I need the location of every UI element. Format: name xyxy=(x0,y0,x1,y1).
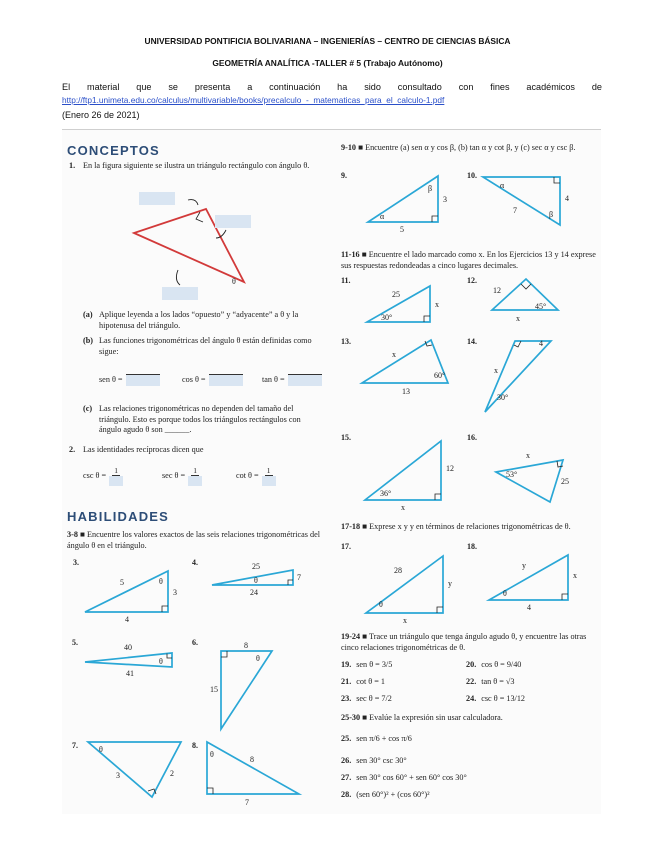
exercise-expr: cos θ = 9/40 xyxy=(481,660,522,669)
exercise-24 xyxy=(466,694,525,703)
problem-number: 18. xyxy=(467,542,477,551)
exercise-expr: sen 30° cos 60° + sen 60° cos 30° xyxy=(356,773,467,782)
side-label: 3 xyxy=(443,195,447,204)
right-angle-mark xyxy=(554,177,560,183)
side-label: x xyxy=(392,350,396,359)
exercise-28 xyxy=(341,790,430,799)
side-label: 3 xyxy=(173,588,177,597)
instr-text: Encuentre el lado marcado como x. En los Ejercicios 13 y 14 exprese sus respuestas redondeadas a cinco lugares decimales. xyxy=(341,250,596,270)
q1-text: En la figura siguiente se ilustra un triángulo rectángulo con ángulo θ. xyxy=(83,161,310,170)
side-label: 40 xyxy=(124,643,132,652)
side-label: x xyxy=(403,616,407,625)
exercise-25 xyxy=(341,734,412,743)
instr-text: Evalúe la expresión sin usar calculadora. xyxy=(369,713,503,722)
angle-label: α xyxy=(500,181,505,190)
instr-num: 25-30 xyxy=(341,713,361,722)
problem-number: 10. xyxy=(467,171,477,180)
side-label: 24 xyxy=(250,588,258,597)
part-b-text: Las funciones trigonométricas del ángulo θ están definidas como sigue: xyxy=(99,336,312,356)
university-heading: UNIVERSIDAD PONTIFICIA BOLIVARIANA – INGENIERÍAS – CENTRO DE CIENCIAS BÁSICA xyxy=(144,36,511,46)
exercise-number: 24. xyxy=(466,694,477,703)
angle-label: β xyxy=(549,210,554,219)
exercise-number: 21. xyxy=(341,677,352,686)
source-link[interactable]: http://ftp1.unimeta.edu.co/calculus/multivariable/books/precalculo_-_matematicas_para_el_calculo-1.pdf xyxy=(62,95,445,105)
exercise-expr: (sen 60°)² + (cos 60°)² xyxy=(356,790,430,799)
problem-number: 4. xyxy=(192,558,198,567)
triangle-16 xyxy=(496,460,563,502)
problem-number: 8. xyxy=(192,741,198,750)
exercise-23 xyxy=(341,694,392,703)
instr-9-10: 9-10 ■ Encuentre (a) sen α y cos β, (b) tan α y cot β, y (c) sec α y csc β. xyxy=(341,143,576,152)
problem-number: 17. xyxy=(341,542,351,551)
problem-number: 16. xyxy=(467,433,477,442)
theta-label: θ xyxy=(159,657,163,666)
side-label: 15 xyxy=(210,685,218,694)
triangle-15 xyxy=(365,441,441,500)
angle-label: 30° xyxy=(381,313,393,322)
exercise-expr: tan θ = √3 xyxy=(481,677,515,686)
tan-label: tan θ = xyxy=(262,374,285,384)
exercise-expr: cot θ = 1 xyxy=(356,677,386,686)
part-b-label: (b) xyxy=(83,336,94,345)
side-label: x xyxy=(401,503,405,512)
problem-number: 15. xyxy=(341,433,351,442)
intro-text: El material que se presenta a continuación ha sido consultado con fines académicos de xyxy=(62,82,602,92)
right-angle-mark xyxy=(424,316,430,322)
side-label: 3 xyxy=(116,771,120,780)
exercise-number: 20. xyxy=(466,660,477,669)
right-angle-mark xyxy=(435,494,441,500)
angle-label: θ xyxy=(379,600,383,609)
side-label: 8 xyxy=(250,755,254,764)
date-text: (Enero 26 de 2021) xyxy=(62,110,140,120)
side-label: 13 xyxy=(402,387,410,396)
theta-label: θ xyxy=(254,576,258,585)
side-label: 4 xyxy=(125,615,129,624)
exercise-number: 26. xyxy=(341,756,352,765)
side-label: x xyxy=(494,366,498,375)
angle-label: 60° xyxy=(434,371,446,380)
side-label: y xyxy=(522,561,526,570)
instr-num: 9-10 xyxy=(341,143,357,152)
right-angle-mark xyxy=(437,607,443,613)
csc-label: csc θ = xyxy=(83,470,107,480)
side-label: 7 xyxy=(245,798,249,807)
side-label: x xyxy=(435,300,439,309)
instr-num: 17-18 xyxy=(341,522,361,531)
sen-label: sen θ = xyxy=(99,374,123,384)
side-label: 25 xyxy=(392,290,400,299)
triangle-17 xyxy=(366,556,443,613)
side-label: 7 xyxy=(297,573,301,582)
exercise-20 xyxy=(466,660,521,669)
habilidades-title: HABILIDADES xyxy=(67,509,170,524)
side-label: 28 xyxy=(394,566,402,575)
instr-num: 19-24 xyxy=(341,632,361,641)
angle-label: 45° xyxy=(535,302,547,311)
q2-number: 2. xyxy=(69,445,76,454)
problem-number: 5. xyxy=(72,638,78,647)
right-angle-mark xyxy=(562,594,568,600)
part-a-text: Aplique leyenda a los lados “opuesto” y “adyacente” a θ y la hipotenusa del triángulo. xyxy=(99,310,299,330)
instr-text: Encuentre (a) sen α y cos β, (b) tan α y cot β, y (c) sec α y csc β. xyxy=(365,143,576,152)
side-label: 41 xyxy=(126,669,134,678)
right-angle-mark xyxy=(432,216,438,222)
problem-number: 7. xyxy=(72,741,78,750)
numerator: 1 xyxy=(114,466,118,475)
exercise-number: 25. xyxy=(341,734,352,743)
side-label: 4 xyxy=(565,194,569,203)
part-c-text: Las relaciones trigonométricas no dependen del tamaño del triángulo. Esto es porque todos los triángulos rectángulos con ángulo agudo θ son ______. xyxy=(99,404,301,434)
angle-label: α xyxy=(380,212,385,221)
side-label: 12 xyxy=(493,286,501,295)
q2-text: Las identidades recíprocas dicen que xyxy=(83,445,204,454)
instr-text: Trace un triángulo que tenga ángulo agudo θ, y encuentre las otras cinco relaciones trigonométricas de θ. xyxy=(341,632,587,652)
side-label: 4 xyxy=(527,603,531,612)
theta-label: θ xyxy=(99,745,103,754)
problem-number: 6. xyxy=(192,638,198,647)
instr-19-24: 19-24 ■ Trace un triángulo que tenga ángulo agudo θ, y encuentre las otras cinco relaciones trigonométricas de θ. xyxy=(341,632,587,652)
side-label: 2 xyxy=(170,769,174,778)
exercise-expr: sen 30° csc 30° xyxy=(356,756,407,765)
angle-label: β xyxy=(428,184,433,193)
instr-num: 3-8 xyxy=(67,530,78,539)
side-label: 12 xyxy=(446,464,454,473)
exercise-27 xyxy=(341,773,467,782)
instr-text: Exprese x y y en términos de relaciones trigonométricas de θ. xyxy=(369,522,571,531)
cos-label: cos θ = xyxy=(182,374,206,384)
exercise-expr: sec θ = 7/2 xyxy=(356,694,392,703)
side-label: 5 xyxy=(120,578,124,587)
instr-11-16: 11-16 ■ Encuentre el lado marcado como x. En los Ejercicios 13 y 14 exprese sus respuestas redondeadas a cinco lugares decimales. xyxy=(341,250,596,270)
problem-number: 11. xyxy=(341,276,351,285)
exercise-expr: sen θ = 3/5 xyxy=(356,660,393,669)
exercise-expr: csc θ = 13/12 xyxy=(481,694,526,703)
side-label: y xyxy=(448,579,452,588)
conceptos-title: CONCEPTOS xyxy=(67,143,160,158)
instr-25-30: 25-30 ■ Evalúe la expresión sin usar calculadora. xyxy=(341,713,503,722)
angle-label: 36° xyxy=(380,489,392,498)
triangle-14 xyxy=(485,341,551,412)
side-label: x xyxy=(526,451,530,460)
part-a-label: (a) xyxy=(83,310,93,319)
side-label: 4 xyxy=(539,339,543,348)
triangle-12 xyxy=(492,279,558,310)
problem-number: 14. xyxy=(467,337,477,346)
numerator: 1 xyxy=(266,466,271,475)
theta-label: θ xyxy=(210,750,214,759)
side-label: 25 xyxy=(252,562,260,571)
exercise-number: 19. xyxy=(341,660,352,669)
instr-17-18: 17-18 ■ Exprese x y y en términos de relaciones trigonométricas de θ. xyxy=(341,522,571,531)
part-c-label: (c) xyxy=(83,404,93,413)
triangle-9 xyxy=(368,176,438,222)
course-heading: GEOMETRÍA ANALÍTICA -TALLER # 5 (Trabajo Autónomo) xyxy=(212,58,443,68)
exercise-number: 27. xyxy=(341,773,352,782)
angle-label: θ xyxy=(503,589,507,598)
numerator: 1 xyxy=(193,466,197,475)
q1-number: 1. xyxy=(69,161,76,170)
instr-text: Encuentre los valores exactos de las seis relaciones trigonométricas del ángulo θ en el triángulo. xyxy=(67,530,321,550)
angle-label: 53° xyxy=(506,470,518,479)
exercise-19 xyxy=(341,660,392,669)
side-label: 25 xyxy=(561,477,569,486)
side-label: x xyxy=(516,314,520,323)
exercise-number: 22. xyxy=(466,677,477,686)
angle-label: 30° xyxy=(497,393,509,402)
exercise-22 xyxy=(466,677,515,686)
problem-number: 12. xyxy=(467,276,477,285)
exercise-number: 23. xyxy=(341,694,352,703)
instr-num: 11-16 xyxy=(341,250,360,259)
problem-number: 9. xyxy=(341,171,347,180)
exercise-26 xyxy=(341,756,407,765)
theta-label: θ xyxy=(256,654,260,663)
side-label: x xyxy=(573,571,577,580)
exercise-21 xyxy=(341,677,385,686)
triangle-18 xyxy=(489,555,568,600)
problem-number: 13. xyxy=(341,337,351,346)
instr-3-8: 3-8 ■ Encuentre los valores exactos de las seis relaciones trigonométricas del ángulo θ en el triángulo. xyxy=(67,530,321,550)
theta-label: θ xyxy=(159,577,163,586)
right-angle-mark xyxy=(521,284,531,289)
theta-label: θ xyxy=(232,277,236,286)
side-label: 5 xyxy=(400,225,404,234)
exercise-expr: sen π/6 + cos π/6 xyxy=(356,734,412,743)
sec-label: sec θ = xyxy=(162,470,186,480)
exercise-number: 28. xyxy=(341,790,352,799)
side-label: 7 xyxy=(513,206,517,215)
problem-number: 3. xyxy=(73,558,79,567)
cot-label: cot θ = xyxy=(236,470,259,480)
side-label: 8 xyxy=(244,641,248,650)
